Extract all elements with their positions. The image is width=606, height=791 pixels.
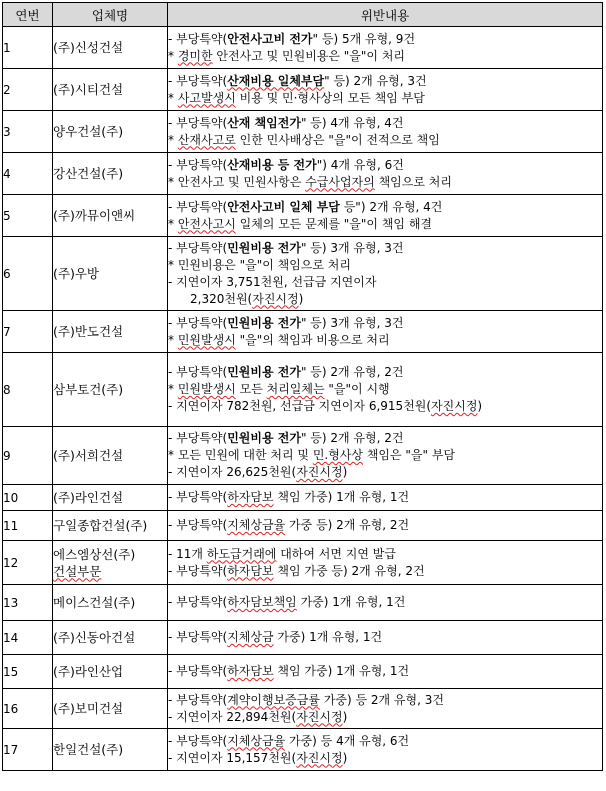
company-name-line: (주)라인건설 [53,490,124,505]
content-line [168,398,602,415]
content-text: - 부당특약( [168,240,228,255]
content-line [168,115,602,132]
violation-content [168,353,603,427]
table-row [3,237,603,311]
content-text: - 부당특약( [168,115,228,130]
content-line [168,663,602,680]
content-text: 가중) 1개 유형, 1건 [296,595,406,609]
content-line [168,174,602,191]
content-line [168,546,602,563]
violation-highlight: 안전사고비 일체 부담 [227,199,340,214]
content-text: - 부당특약( [168,365,228,379]
table-row [3,69,603,111]
content-line [168,216,602,233]
content-text: - 부당특약( [168,315,228,330]
content-text: * 모든 민원에 대한 처리 및 [168,448,313,462]
content-text: - 부당특약( [168,664,228,678]
content-text: 지체상금 [227,630,274,644]
header-no: 연번 [3,3,53,27]
violation-content [168,511,603,541]
row-number: 2 [3,69,53,111]
row-number: 12 [3,541,53,585]
violation-content [168,311,603,353]
content-text: 2,320천원( [190,291,253,306]
content-text: " 등) 2개 유형, 2건 [300,431,404,445]
company-name [53,111,168,153]
content-text: - 부당특약( [168,490,228,504]
violation-highlight: 민원비용 전가 [227,431,301,445]
company-name-line: (주)시티건설 [53,82,124,97]
content-line [168,733,602,750]
company-name-line: 삼부토건(주) [53,382,124,397]
table-row [3,541,603,585]
content-text: 하자담보 [227,664,274,678]
violation-content [168,541,603,585]
content-text: 안전사고시 [177,216,236,231]
content-line [168,563,602,580]
content-text: 자진시정 [431,399,478,413]
content-text: " 등) 3개 유형, 3건 [300,240,404,255]
company-name-line: (주)라인산업 [53,664,124,679]
content-text: ) [477,399,483,413]
row-number: 14 [3,621,53,655]
content-text: - 지연이자 3,751천원, 선급금 지연이자 [168,274,377,289]
company-name [53,353,168,427]
company-name-line: 건설부문 [53,563,102,579]
content-text: - 11개 [168,546,207,561]
violation-content [168,585,603,621]
content-text: - 부당특약( [168,595,228,609]
content-text: ") 4개 유형, 6건 [316,157,404,172]
violation-content [168,27,603,69]
content-line [168,364,602,381]
table-row [3,111,603,153]
violation-highlight: 민원비용 전가 [227,315,301,330]
table-row [3,689,603,729]
violation-content [168,689,603,729]
company-name [53,153,168,195]
violation-highlight: 민원비용 전가 [227,240,301,255]
company-name-line: 강산건설(주) [53,166,124,181]
content-text: * [168,132,178,147]
header-content: 위반내용 [168,3,603,27]
content-text: - 부당특약( [168,157,228,172]
content-text: " 등) 5개 유형, 9건 [312,31,416,46]
violation-content [168,729,603,771]
content-text: - 부당특약( [168,733,228,748]
content-text: 하자담보책임 [227,595,297,609]
company-name [53,585,168,621]
violation-highlight: 안전사고비 전가 [227,31,313,46]
content-text: * [168,90,178,105]
content-text: 책임 가중 등) 2개 유형, 2건 [273,563,425,578]
content-text: - 부당특약( [168,563,228,578]
violation-highlight: 민원비용 전가 [227,365,301,379]
content-text: - 부당특약( [168,692,228,707]
content-text: - 부당특약( [168,199,228,214]
company-name-line: (주)우방 [53,266,99,281]
content-line [168,430,602,447]
content-text: 자진시정 [296,750,343,765]
content-text: - 부당특약( [168,630,228,644]
content-text: 인한 민사배상은 "을"이 전적으로 책임 [235,132,440,147]
table-row [3,311,603,353]
row-number: 11 [3,511,53,541]
content-text: ) [342,750,348,765]
company-name-line: (주)신성건설 [53,40,124,55]
content-line [168,257,602,274]
company-name-line: (주)반도건설 [53,324,124,339]
content-text: 하자담보 [227,563,274,578]
content-text: 가중) 등 2개 유형, 3건 [319,692,444,707]
content-text: * 안전사고 및 민원사항은 [168,174,306,189]
content-text: - 부당특약( [168,518,228,532]
content-line [168,709,602,726]
table-row [3,485,603,511]
content-line [168,199,602,216]
content-text: 경미한 [177,48,213,63]
company-name [53,729,168,771]
content-text: 자진시정 [296,709,343,724]
content-text: 지체상금율 [227,733,286,748]
content-text: 처리일체는 [266,382,325,396]
content-line [168,629,602,646]
row-number: 9 [3,427,53,485]
row-number: 1 [3,27,53,69]
violation-content [168,655,603,689]
content-text: 가중 등) 2개 유형, 2건 [285,518,410,532]
violation-content [168,195,603,237]
company-name [53,27,168,69]
content-text: 하도급거래에 [206,546,277,561]
content-text: * [168,48,178,63]
violation-content [168,237,603,311]
company-name [53,195,168,237]
content-text: 자진시정 [252,291,299,306]
table-body [3,27,603,771]
content-line [168,594,602,611]
company-name-line: (주)서희건설 [53,448,124,463]
violation-content [168,485,603,511]
content-text: ) [342,709,348,724]
table-row [3,353,603,427]
content-text: 책임 가중) 1개 유형, 1건 [273,664,410,678]
company-name [53,311,168,353]
violation-content [168,621,603,655]
violation-content [168,153,603,195]
content-text: - 지연이자 26,625천원( [168,465,297,479]
content-text: - 지연이자 782천원, 선급금 지연이자 6,915천원( [168,399,432,413]
content-line [168,750,602,767]
content-text: 지체상금율 [227,518,286,532]
content-text: 일체의 모든 문제를 "을"이 책임 해결 [235,216,433,231]
company-name [53,69,168,111]
content-line [168,517,602,534]
content-text: 민원발생시 [177,382,236,396]
content-text: - 부당특약( [168,431,228,445]
row-number: 6 [3,237,53,311]
row-number: 5 [3,195,53,237]
header-company: 업체명 [53,3,168,27]
content-line [168,132,602,149]
content-text: "을"이 시행 [324,382,390,396]
violation-content [168,427,603,485]
content-line [168,315,602,332]
content-line [168,90,602,107]
row-number: 15 [3,655,53,689]
content-text: 사고발생시 [177,90,236,105]
content-text: 등") 2개 유형, 4건 [339,199,443,214]
company-name-line: (주)까뮤이앤씨 [53,208,136,223]
table-row [3,621,603,655]
content-text: " 등) 2개 유형, 2건 [300,365,404,379]
content-text: 가중) 등 4개 유형, 6건 [285,733,410,748]
content-text: " 등) 4개 유형, 4건 [300,115,404,130]
content-text: - 부당특약( [168,73,228,88]
content-line [168,692,602,709]
row-number: 8 [3,353,53,427]
company-name [53,541,168,585]
content-line [168,381,602,398]
table-row [3,511,603,541]
table-row [3,729,603,771]
content-text: 가중) 1개 유형, 1건 [273,630,383,644]
company-name-line: (주)보미건설 [53,701,124,716]
content-text: - 부당특약( [168,31,228,46]
company-name [53,237,168,311]
table-row [3,27,603,69]
content-text: 민원발생시 [177,332,236,347]
violation-content [168,111,603,153]
table-row [3,195,603,237]
content-text: 수급사업자의 [305,174,375,189]
content-text: 책임은 "을" 부담 [363,448,456,462]
content-line [168,48,602,65]
content-text: 산재사고로 [177,132,236,147]
content-line [168,73,602,90]
content-text: 자진시정 [296,465,343,479]
violations-table [2,2,603,771]
company-name-line: 메이스건설(주) [53,595,136,610]
header-row [3,3,603,27]
company-name-line: 구일종합건설(주) [53,518,148,533]
company-name-line: 에스엠상선(주) [53,546,136,562]
content-text: 계약이행보증금률 [227,692,320,707]
content-text: - 지연이자 15,157천원( [168,750,297,765]
content-text: " 등) 3개 유형, 3건 [300,315,404,330]
content-text: * 민원비용은 "을"이 책임으로 처리 [168,257,351,272]
content-line [168,447,602,464]
row-number: 10 [3,485,53,511]
violation-highlight: 산재비용 등 전가 [227,157,317,172]
violation-highlight: 산재 책임전가 [227,115,301,130]
content-text: * [168,216,178,231]
content-text: 모든 [235,382,267,396]
content-text: ) [342,465,348,479]
content-text: 비용 및 민·형사상의 모든 책임 부담 [235,90,425,105]
company-name [53,689,168,729]
company-name-line: 한일건설(주) [53,742,124,757]
company-name [53,621,168,655]
content-text: * [168,332,178,347]
table-row [3,655,603,689]
content-text: 민.형사상 [312,448,363,462]
table-row [3,153,603,195]
row-number: 13 [3,585,53,621]
content-text: " 등) 2개 유형, 3건 [324,73,427,88]
content-text: - 지연이자 22,894천원( [168,709,297,724]
row-number: 17 [3,729,53,771]
violation-highlight: 산재비용 일체부담 [227,73,325,88]
content-text: * [168,382,178,396]
content-line [168,489,602,506]
content-text: 안전사고 및 민원비용은 "을"이 처리 [212,48,406,63]
company-name [53,655,168,689]
company-name-line: (주)신동아건설 [53,630,136,645]
company-name [53,511,168,541]
content-line [168,274,602,291]
content-text: "을"의 책임과 비용으로 처리 [235,332,390,347]
violation-content [168,69,603,111]
company-name-line: 양우건설(주) [53,124,124,139]
table-row [3,427,603,485]
table-row [3,585,603,621]
content-text: ) [298,291,304,306]
content-text: 책임으로 처리 [374,174,452,189]
company-name [53,485,168,511]
content-text: 대하여 서면 지연 발급 [276,546,396,561]
content-line [168,464,602,481]
content-text: 하자담보 [227,490,274,504]
content-text: 책임 가중) 1개 유형, 1건 [273,490,410,504]
content-line [168,332,602,349]
content-line [168,240,602,257]
company-name [53,427,168,485]
row-number: 7 [3,311,53,353]
row-number: 16 [3,689,53,729]
row-number: 3 [3,111,53,153]
content-line [168,31,602,48]
row-number: 4 [3,153,53,195]
content-line [168,291,602,308]
content-line [168,157,602,174]
